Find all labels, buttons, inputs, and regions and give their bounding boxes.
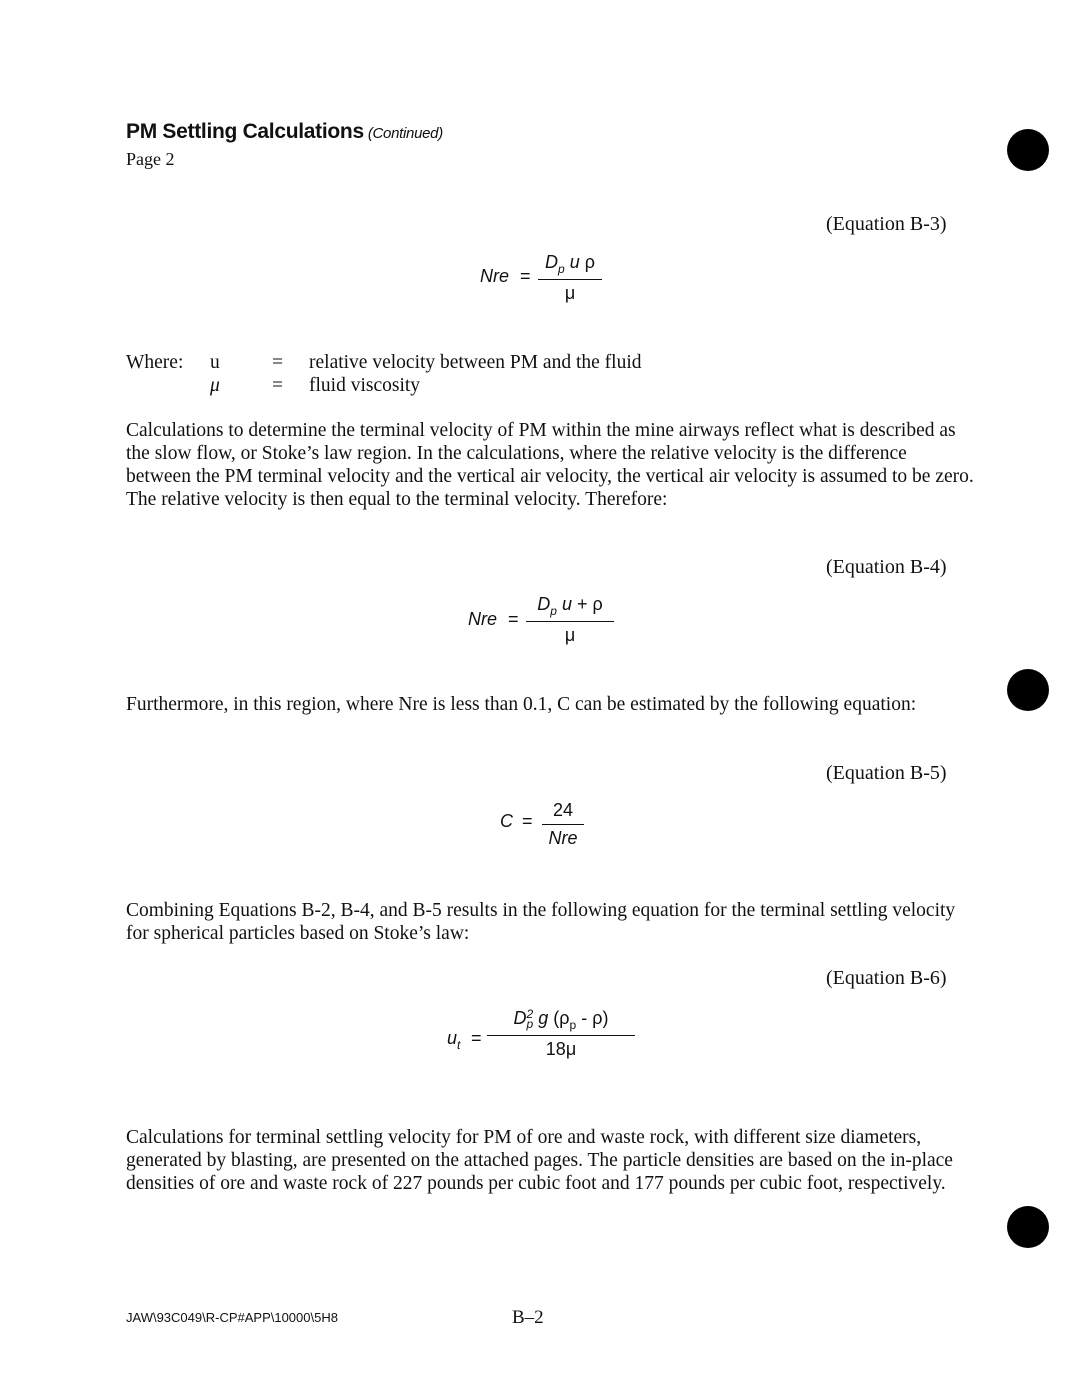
eq-b6-equals: = bbox=[471, 1028, 482, 1048]
eq-b5-equals: = bbox=[522, 811, 533, 831]
eq-b4-lhs: Nre bbox=[468, 609, 498, 629]
title-suffix: (Continued) bbox=[367, 125, 443, 142]
eq-b6-dp-sup: 2 bbox=[526, 1007, 534, 1022]
equation-b5-label: (Equation B-5) bbox=[826, 762, 947, 784]
equation-b3-label: (Equation B-3) bbox=[826, 213, 947, 235]
footer-page-number: B–2 bbox=[512, 1307, 544, 1328]
footer-document-id: JAW\93C049\R-CP#APP\10000\5H8 bbox=[126, 1310, 338, 1325]
where-item-text: fluid viscosity bbox=[309, 375, 421, 396]
where-item-symbol-mu: μ bbox=[210, 375, 220, 396]
eq-b6-u-sub: t bbox=[457, 1038, 461, 1052]
where-label: Where: bbox=[126, 352, 184, 373]
eq-b5-lhs: C bbox=[500, 811, 513, 831]
eq-b3-u: u bbox=[569, 252, 580, 272]
eq-b3-equals: = bbox=[520, 266, 531, 286]
eq-b3-dp: D bbox=[545, 252, 558, 272]
eq-b3-fraction-bar bbox=[538, 279, 602, 280]
eq-b6-u: u bbox=[447, 1028, 458, 1048]
where-item-equals: = bbox=[272, 375, 283, 396]
eq-b4-plus: + bbox=[576, 594, 588, 614]
eq-b3-denominator: μ bbox=[564, 283, 576, 303]
eq-b5-fraction bbox=[542, 800, 584, 849]
where-item-symbol-u: u bbox=[210, 352, 220, 373]
eq-b6-dp-sub: p bbox=[526, 1017, 534, 1032]
eq-b6-rho: ρ) bbox=[592, 1008, 609, 1028]
title-text: PM Settling Calculations bbox=[126, 120, 364, 143]
eq-b3-lhs: Nre bbox=[480, 266, 510, 286]
eq-b6-dp: D bbox=[513, 1008, 527, 1028]
eq-b4-dp-sub: p bbox=[550, 604, 557, 618]
paragraph-particle-densities: Calculations for terminal settling velocity for PM of ore and waste rock, with different size diameters, generated by blasting, are presented on the attached pages. The particle densities are based on the in-place densities of ore and waste rock of 227 pounds per cubic foot and 177 pounds per cubic foot, respectively. bbox=[126, 1127, 953, 1194]
eq-b5-numerator: 24 bbox=[552, 800, 574, 820]
eq-b6-g: g bbox=[538, 1008, 549, 1028]
binder-hole-bottom bbox=[1007, 1206, 1049, 1248]
equation-b4-label: (Equation B-4) bbox=[826, 556, 947, 578]
page-title bbox=[126, 120, 443, 144]
eq-b6-minus: - bbox=[581, 1008, 588, 1028]
eq-b4-fraction-bar bbox=[526, 621, 614, 622]
binder-hole-top bbox=[1007, 129, 1049, 171]
eq-b3-dp-sub: p bbox=[558, 262, 565, 276]
eq-b3-rho: ρ bbox=[584, 252, 595, 272]
eq-b5-denominator: Nre bbox=[548, 828, 578, 848]
equation-b6-label: (Equation B-6) bbox=[826, 967, 947, 989]
eq-b6-fraction-bar bbox=[487, 1035, 635, 1036]
eq-b6-denominator: 18μ bbox=[545, 1039, 577, 1059]
paragraph-drag-coefficient: Furthermore, in this region, where Nre is less than 0.1, C can be estimated by the following equation: bbox=[126, 694, 917, 715]
paragraph-combining-equations: Combining Equations B-2, B-4, and B-5 results in the following equation for the terminal settling velocity for spherical particles based on Stoke’s law: bbox=[126, 900, 956, 944]
eq-b4-rho: ρ bbox=[592, 594, 603, 614]
paragraph-terminal-velocity: Calculations to determine the terminal velocity of PM within the mine airways reflect what is described as the slow flow, or Stoke’s law region. In the calculations, where the relative velocity is the difference between the PM terminal velocity and the vertical air velocity, the vertical air velocity is assumed to be zero. The relative velocity is then equal to the terminal velocity. Therefore: bbox=[126, 420, 974, 510]
eq-b5-fraction-bar bbox=[542, 824, 584, 825]
eq-b6-fraction bbox=[487, 1008, 635, 1060]
eq-b4-denominator: μ bbox=[564, 625, 576, 645]
eq-b6-rho-p-sub: p bbox=[569, 1018, 577, 1032]
eq-b6-lhs bbox=[447, 1028, 460, 1052]
binder-hole-middle bbox=[1007, 669, 1049, 711]
eq-b4-equals: = bbox=[508, 609, 519, 629]
eq-b4-fraction bbox=[526, 594, 614, 646]
eq-b3-numerator bbox=[538, 252, 602, 276]
eq-b4-u: u bbox=[561, 594, 572, 614]
page-subtitle: Page 2 bbox=[126, 149, 175, 169]
where-item-equals: = bbox=[272, 352, 283, 373]
eq-b6-numerator bbox=[487, 1008, 635, 1032]
eq-b3-fraction bbox=[538, 252, 602, 304]
eq-b4-numerator bbox=[526, 594, 614, 618]
eq-b4-dp: D bbox=[537, 594, 551, 614]
eq-b6-rho-p: (ρ bbox=[553, 1008, 570, 1028]
where-item-text: relative velocity between PM and the fluid bbox=[309, 352, 642, 373]
